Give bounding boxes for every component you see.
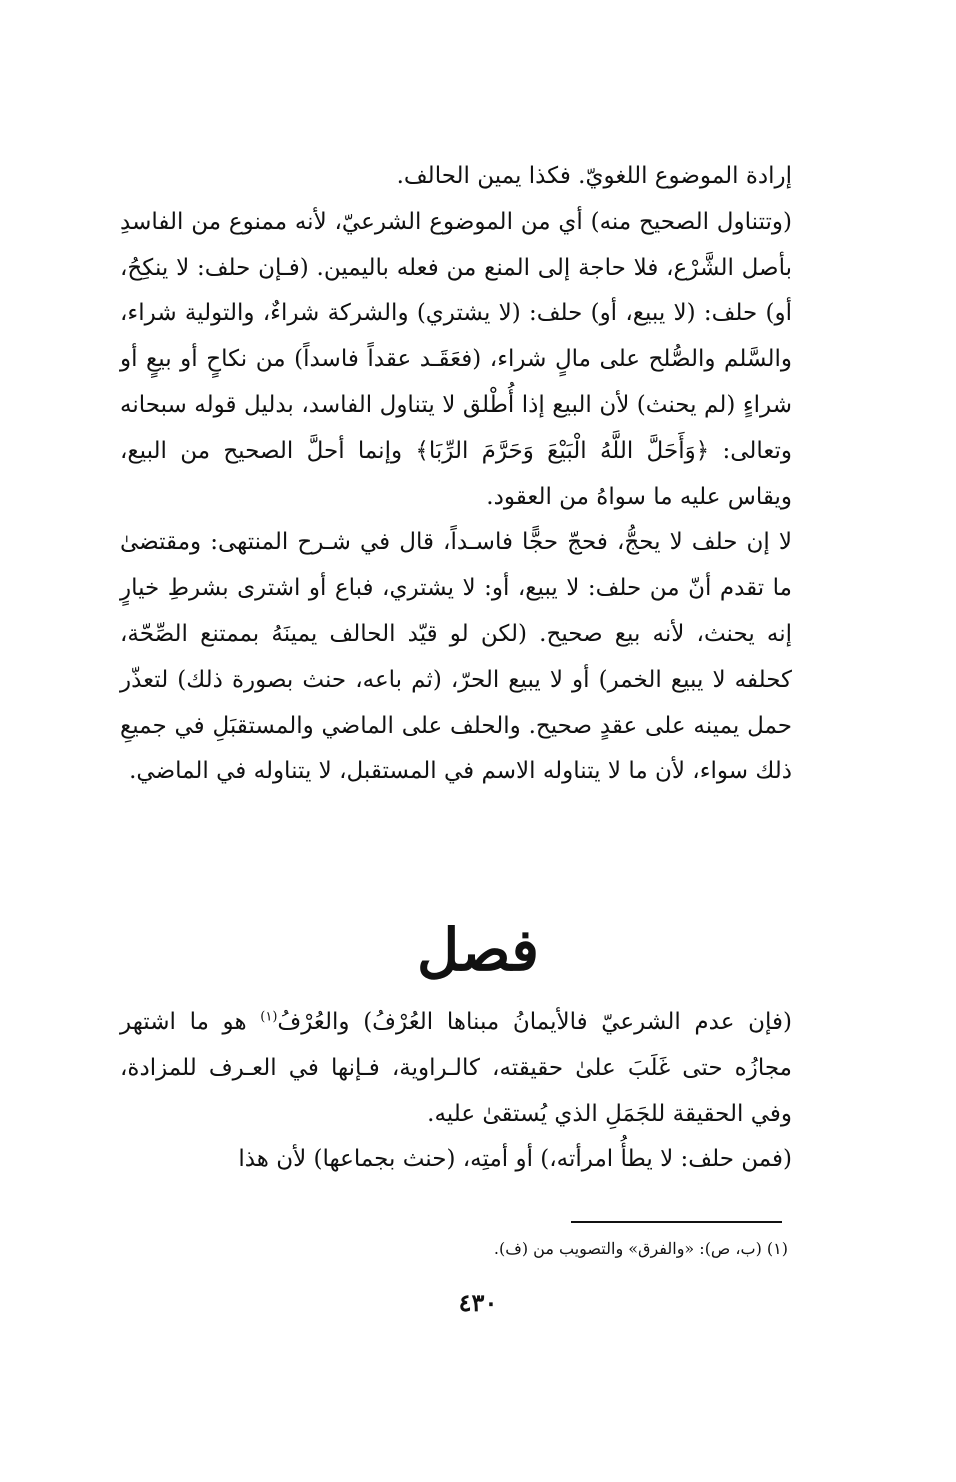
main-text-block — [120, 154, 792, 795]
page-number: ٤٣٠ — [458, 1288, 498, 1317]
footnote: (١) (ب، ص): «والفرق» والتصويب من (ف). — [493, 1239, 788, 1258]
paragraph: لا إن حلف لا يحجُّ، فحجّ حجًّا فاسـداً، قال في شـرح المنتهى: ومقتضىٰ ما تقدم أنّ من حلف: لا يبيع، أو: لا يشتري، فباع أو اشترى بشرطِ خيارٍ إنه يحنث، لأنه بيع صحيح. (لكن لو قيّد الحالف يمينَهُ بممتنع الصِّحّة، كحلفه لا يبيع الخمر) أو لا يبيع الحرّ، (ثم باعه، حنث بصورة ذلك) لتعذّر حمل يمينه على عقدٍ صحيح. والحلف على الماضي والمستقبَلِ في جميعِ ذلك سواء، لأن ما لا يتناوله الاسم في المستقبل، لا يتناوله في الماضي. — [120, 529, 792, 785]
footnote-reference[interactable]: (١) — [260, 1009, 278, 1025]
section-text-block — [120, 1000, 792, 1183]
paragraph: (فمن حلف: لا يطأُ امرأته،) أو أمتِه، (حنث بجماعها) لأن هذا — [238, 1146, 792, 1173]
paragraph: إرادة الموضوع اللغويّ. فكذا يمين الحالف. — [396, 163, 792, 189]
paragraph — [120, 1000, 792, 1137]
section-heading: فصل — [417, 916, 539, 984]
paragraph-text: هو ما اشتهر مجازُه حتى غَلَبَ علىٰ حقيقته، كالـراوية، فـإنها في العـرف للمزادة، وفي الحقيقة للجَمَلِ الذي يُستقىٰ عليه. — [120, 1009, 792, 1127]
paragraph-text: (فإن عدم الشرعيّ فالأيمانُ مبناها العُرْفُ) والعُرْفُ — [277, 1009, 793, 1035]
footnote-divider — [571, 1221, 782, 1223]
paragraph: (وتتناول الصحيح منه) أي من الموضوع الشرعيّ، لأنه ممنوع من الفاسدِ بأصل الشَّرْع، فلا حاجة إلى المنع من فعله باليمين. (فـإن حلف: لا ينكِحُ، أو) حلف: (لا يبيع، أو) حلف: (لا يشتري) والشركة شراءٌ، والتولية شراء، والسَّلم والصُّلح على مالٍ شراء، (فعَقَـد عقداً فاسداً) من نكاحٍ أو بيعٍ أو شراءٍ (لم يحنث) لأن البيع إذا أُطْلق لا يتناول الفاسد، بدليل قوله سبحانه وتعالى: ﴿وَأَحَلَّ اللَّهُ الْبَيْعَ وَحَرَّمَ الرِّبَا﴾ وإنما أحلَّ الصحيح من البيع، ويقاس عليه ما سواهُ من العقود. — [120, 208, 792, 510]
